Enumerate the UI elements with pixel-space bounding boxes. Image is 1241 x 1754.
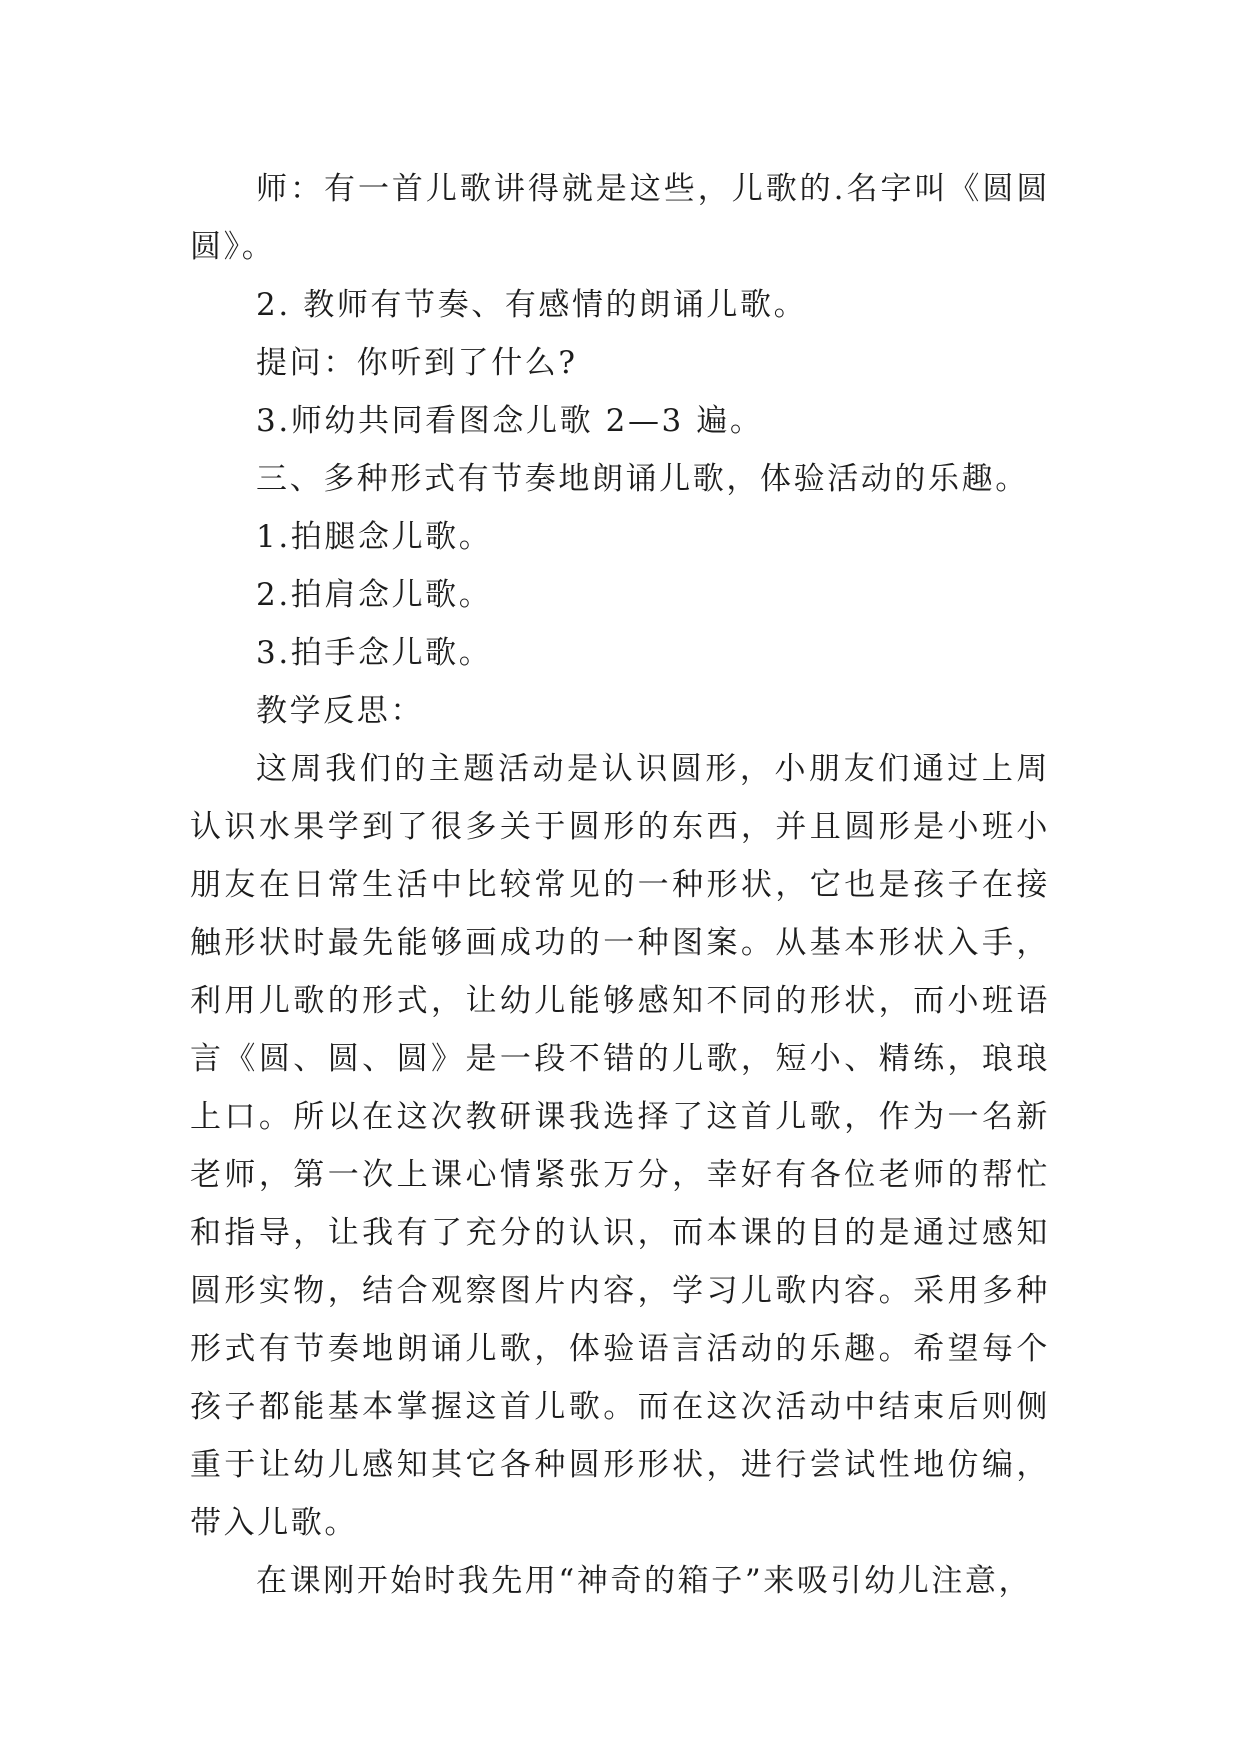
paragraph-class-start: 在课刚开始时我先用“神奇的箱子”来吸引幼儿注意， [256,1563,1033,1599]
paragraph-step-3: 3.师幼共同看图念儿歌 2—3 遍。 [256,403,764,439]
paragraph-question: 提问：你听到了什么? [256,345,578,381]
list-item-pat-legs: 1.拍腿念儿歌。 [256,519,493,555]
paragraph-reflection: 这周我们的主题活动是认识圆形，小朋友们通过上周认识水果学到了很多关于圆形的东西，并且圆形是小班小朋友在日常生活中比较常见的一种形状，它也是孩子在接触形状时最先能够画成功的一种图案。从基本形状入手，利用儿歌的形式，让幼儿能够感知不同的形状，而小班语言《圆、圆、圆》是一段不错的儿歌，短小、精练，琅琅上口。所以在这次教研课我选择了这首儿歌，作为一名新老师，第一次上课心情紧张万分，幸好有各位老师的帮忙和指导，让我有了充分的认识，而本课的目的是通过感知圆形实物，结合观察图片内容，学习儿歌内容。采用多种形式有节奏地朗诵儿歌，体验语言活动的乐趣。希望每个孩子都能基本掌握这首儿歌。而在这次活动中结束后则侧重于让幼儿感知其它各种圆形形状，进行尝试性地仿编，带入儿歌。 [190,751,1050,1541]
section-heading-three: 三、多种形式有节奏地朗诵儿歌，体验活动的乐趣。 [256,461,1029,497]
document-body [190,160,1050,1610]
section-heading-reflection: 教学反思： [256,693,424,729]
list-item-clap-hands: 3.拍手念儿歌。 [256,635,493,671]
paragraph-step-2: 2. 教师有节奏、有感情的朗诵儿歌。 [256,287,808,323]
paragraph-teacher-intro: 师：有一首儿歌讲得就是这些，儿歌的.名字叫《圆圆圆》。 [190,171,1050,265]
list-item-pat-shoulders: 2.拍肩念儿歌。 [256,577,493,613]
